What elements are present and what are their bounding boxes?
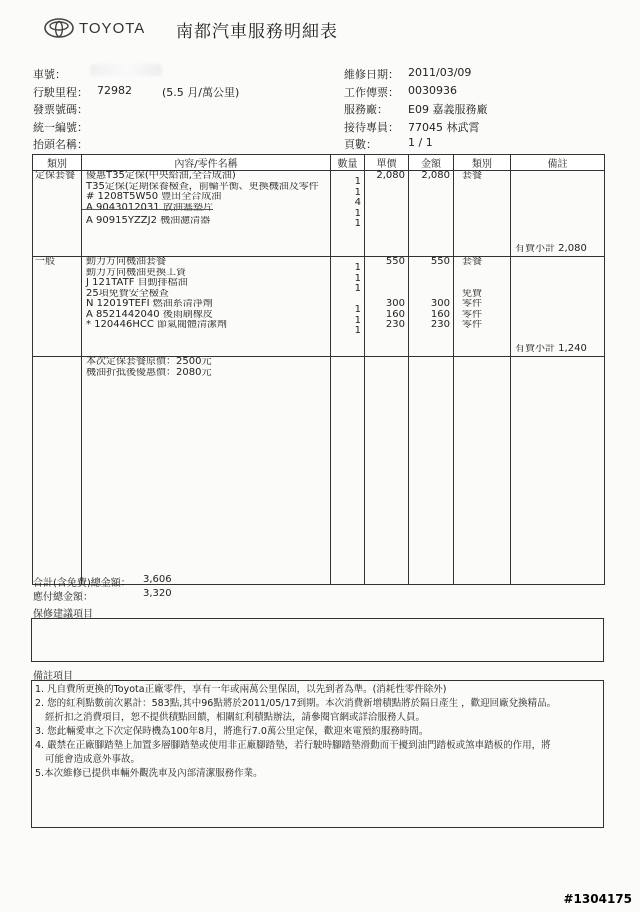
service-plant-label: 服務廠： — [344, 103, 388, 116]
item-qty: 1 — [354, 187, 361, 198]
item-unit-price: 230 — [385, 320, 405, 330]
item-amount: 300 — [430, 299, 450, 309]
plate-label: 車號： — [33, 68, 66, 81]
item-qty: 1 — [354, 305, 361, 315]
table-header-row — [33, 155, 605, 171]
col-header-category: 類別 — [33, 155, 82, 171]
item-qty — [331, 295, 364, 306]
item-name: # 1208T5W50 豐田全合成油 — [86, 192, 222, 202]
note-item: 1. 凡自費所更換的Toyota正廠零件，享有一年或兩萬公里保固，以先到者為準。(消耗性零件除外) — [35, 684, 447, 695]
item-name: T35定保(定期保養檢查，前輪平衡、更換機油及零件 — [86, 181, 319, 192]
item-qty: 1 — [354, 273, 361, 284]
advisor-value: 77045 林武霄 — [408, 121, 480, 134]
item-name: 動力方向機油套餐 — [86, 257, 166, 267]
item-amount: 160 — [430, 309, 450, 320]
note-item: 2. 您的紅利點數前次累計：583點,其中96點將於2011/05/17到期。本次消費新增積點將於隔日產生 ，歡迎回廠兌換精品。 — [35, 698, 557, 709]
company-name-label: 抬頭名稱： — [33, 138, 88, 151]
note-item: 經折扣之消費項目，恕不提供積點回饋，相關紅利積點辦法，請參閱官網或詳洽服務人員。 — [45, 712, 426, 723]
col-header-type: 類別 — [454, 155, 511, 171]
item-qty: 1 — [354, 219, 361, 229]
notes-title: 備註項目 — [33, 671, 73, 682]
note-item: 4. 嚴禁在正廠腳踏墊上加置多層腳踏墊或使用非正廠腳踏墊，若行駛時腳踏墊滑動而干擾到油門踏板或煞車踏板的作用，將 — [35, 740, 551, 751]
recommend-title: 保修建議項目 — [33, 609, 93, 620]
item-amount: 550 — [430, 257, 450, 267]
mileage-value: 72982 — [97, 84, 132, 97]
item-name: 優惠T35定保(中央給油,全合成油) — [86, 171, 236, 181]
brand-name: TOYOTA — [79, 20, 146, 37]
item-type: 零件 — [462, 299, 482, 309]
item-qty: 1 — [354, 326, 361, 336]
item-amount: 2,080 — [421, 171, 450, 181]
col-header-remarks: 備註 — [511, 155, 605, 171]
item-type: 套餐 — [462, 257, 482, 267]
item-type: 免費 — [462, 288, 482, 299]
toyota-logo — [44, 18, 174, 40]
item-unit-price: 300 — [385, 299, 405, 309]
item-unit-price: 550 — [385, 257, 405, 267]
notes-box — [31, 680, 604, 828]
total-payable-value: 3,320 — [143, 588, 172, 599]
item-amount: 230 — [430, 320, 450, 330]
toyota-emblem-icon — [44, 18, 74, 38]
item-type: 套餐 — [462, 171, 482, 181]
mileage-label: 行駛里程： — [33, 86, 88, 99]
group-category: 一般 — [35, 257, 55, 267]
group-subtotal: 有費小計 2,080 — [515, 243, 587, 254]
item-unit-price: 160 — [385, 309, 405, 320]
item-type: 零件 — [462, 309, 482, 320]
note-item: 3. 您此輛愛車之下次定保時機為100年8月，將進行7.0萬公里定保，歡迎來電預約服務時間。 — [35, 726, 429, 737]
recommend-box — [31, 618, 604, 662]
item-qty: 1 — [354, 263, 361, 273]
redacted-plate — [90, 64, 162, 76]
table-row — [33, 357, 605, 585]
watermark-id: #1304175 — [563, 892, 632, 906]
tax-id-label: 統一編號： — [33, 121, 88, 134]
item-name: N 12019TEFI 燃油系清淨劑 — [86, 299, 213, 309]
page-title: 南都汽車服務明細表 — [176, 22, 338, 42]
advisor-label: 接待專員： — [344, 121, 399, 134]
item-qty: 4 — [354, 198, 361, 208]
total-with-free-label: 合計(含免費)總金額： — [33, 578, 131, 589]
item-name: J 121TATF 自動排檔油 — [86, 278, 188, 288]
item-qty: 1 — [354, 208, 361, 219]
col-header-qty: 數量 — [331, 155, 365, 171]
item-name: A 9043012031 放油塞墊片 — [82, 203, 213, 214]
work-order-label: 工作傳票： — [344, 86, 399, 99]
note-item: 可能會造成意外事故。 — [45, 754, 141, 765]
service-plant-value: E09 嘉義服務廠 — [408, 103, 488, 116]
item-qty: 1 — [354, 315, 361, 326]
item-qty: 1 — [354, 177, 361, 187]
item-qty: 1 — [354, 284, 361, 294]
repair-date-value: 2011/03/09 — [408, 66, 472, 79]
item-unit-price: 2,080 — [376, 171, 405, 181]
item-name: 25項免費安全檢查 — [86, 288, 169, 299]
mileage-extra: (5.5 月/萬公里) — [162, 86, 240, 99]
total-payable-label: 應付總金額： — [33, 592, 93, 603]
item-name: 動力方向機油更換工資 — [86, 267, 186, 278]
col-header-amount: 金額 — [409, 155, 454, 171]
invoice-label: 發票號碼： — [33, 103, 88, 116]
item-name: A 90915YZZJ2 機油濾清器 — [86, 216, 211, 226]
item-name: * 120446HCC 節氣閥體清潔劑 — [86, 320, 228, 330]
group-subtotal: 有費小計 1,240 — [515, 343, 587, 354]
work-order-value: 0030936 — [408, 84, 457, 97]
col-header-content: 內容/零件名稱 — [82, 155, 331, 171]
summary-line: 機油折抵後優惠價：2080元 — [86, 367, 212, 378]
group-category: 定保套餐 — [35, 171, 75, 181]
table-row — [33, 257, 605, 357]
page-count-value: 1 / 1 — [408, 136, 433, 149]
item-name: A 8521442040 後雨刷橡皮 — [86, 309, 213, 320]
table-row — [33, 171, 605, 257]
page-count-label: 頁數： — [344, 138, 377, 151]
item-type: 零件 — [462, 320, 482, 330]
col-header-unit-price: 單價 — [365, 155, 409, 171]
repair-date-label: 維修日期： — [344, 68, 399, 81]
service-items-table — [32, 154, 605, 585]
summary-line: 本次定保套餐原價：2500元 — [86, 357, 212, 367]
total-with-free-value: 3,606 — [143, 574, 172, 585]
note-item: 5.本次維修已提供車輛外觀洗車及內部清潔服務作業。 — [35, 768, 263, 779]
